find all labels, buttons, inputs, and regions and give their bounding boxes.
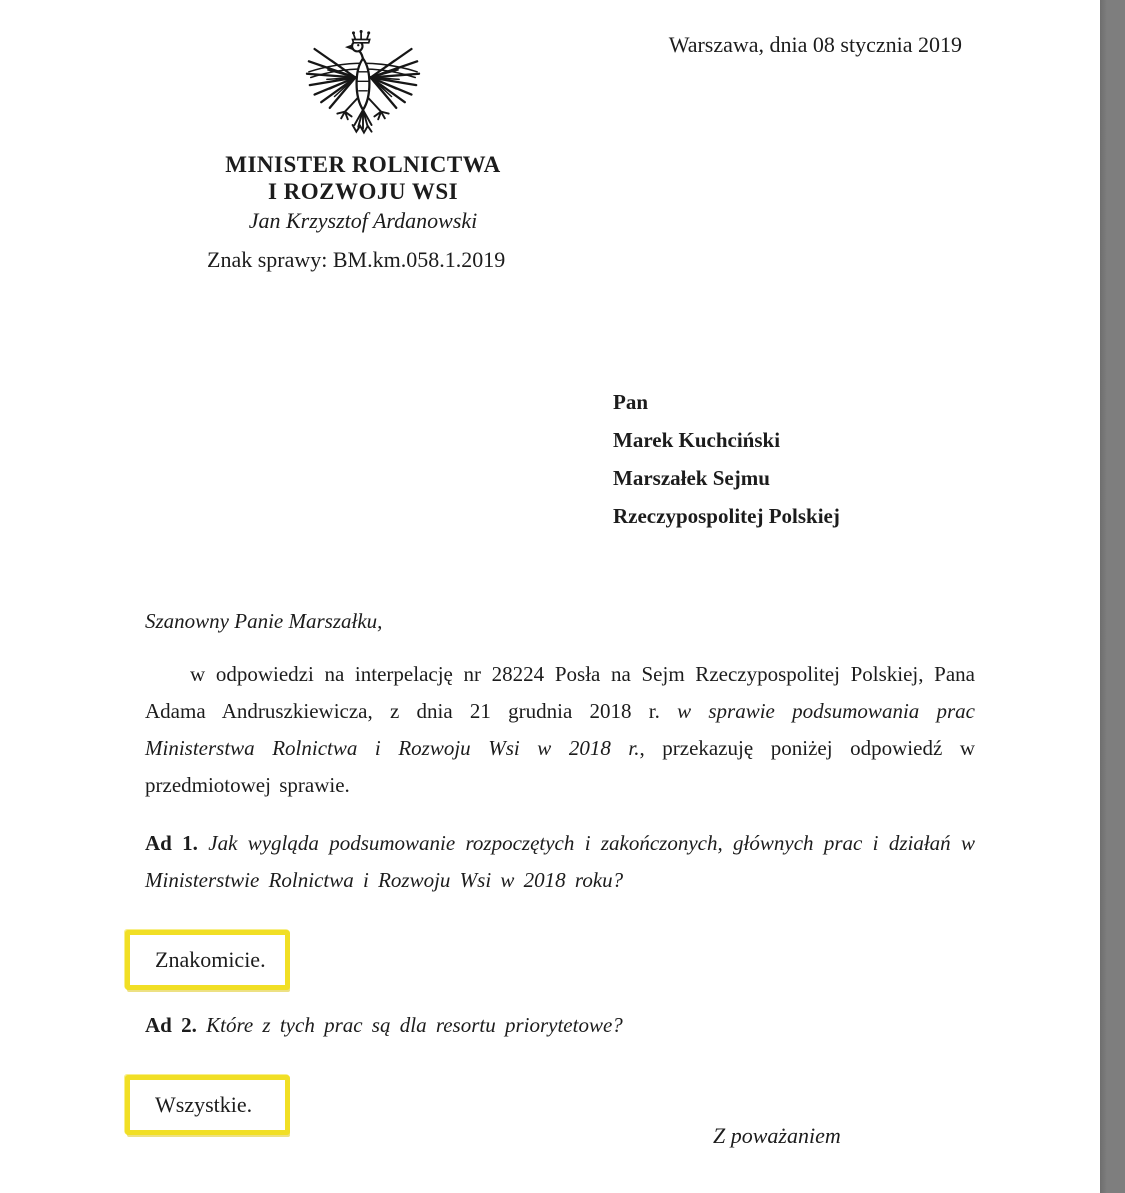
sender-name: Jan Krzysztof Ardanowski [248, 208, 478, 233]
recipient-line-title: Marszałek Sejmu [613, 466, 770, 490]
intro-paragraph: w odpowiedzi na interpelację nr 28224 Posła na Sejm Rzeczypospolitej Polskiej, Pana Adama Andruszkiewicza, z dnia 21 grudnia 2018 r. w sprawie podsumowania prac Ministerstwa Rolnictwa i Rozwoju Wsi w 2018 r., przekazuję poniżej odpowiedź w przedmiotowej sprawie. [145, 662, 976, 797]
date-line: Warszawa, dnia 08 stycznia 2019 [668, 32, 962, 57]
sender-block [215, 30, 511, 234]
recipient-line-name: Marek Kuchciński [613, 428, 781, 452]
ad2-answer-text: Wszystkie. [155, 1092, 253, 1117]
viewer-background-strip [1100, 0, 1125, 1193]
closing-line: Z poważaniem [713, 1123, 841, 1148]
recipient-line-institution: Rzeczypospolitej Polskiej [613, 504, 840, 528]
case-reference: Znak sprawy: BM.km.058.1.2019 [207, 247, 506, 272]
recipient-line-pan: Pan [613, 390, 649, 414]
ad2-question: Ad 2. Które z tych prac są dla resortu priorytetowe? [145, 1013, 623, 1037]
recipient-block [613, 383, 840, 535]
ad1-answer-highlight-box [125, 930, 290, 990]
sender-title-line1: MINISTER ROLNICTWA [225, 152, 501, 177]
ad2-answer-highlight-box [125, 1075, 290, 1135]
sender-title-line2: I ROZWOJU WSI [267, 179, 459, 204]
salutation: Szanowny Panie Marszałku, [145, 609, 383, 633]
ad1-question: Ad 1. Jak wygląda podsumowanie rozpoczętych i zakończonych, głównych prac i działań w Ministerstwie Rolnictwa i Rozwoju Wsi w 2018 roku? [145, 831, 975, 892]
polish-eagle-emblem-icon [300, 30, 426, 144]
ad1-answer-text: Znakomicie. [155, 947, 266, 972]
letter-body [145, 606, 975, 1135]
